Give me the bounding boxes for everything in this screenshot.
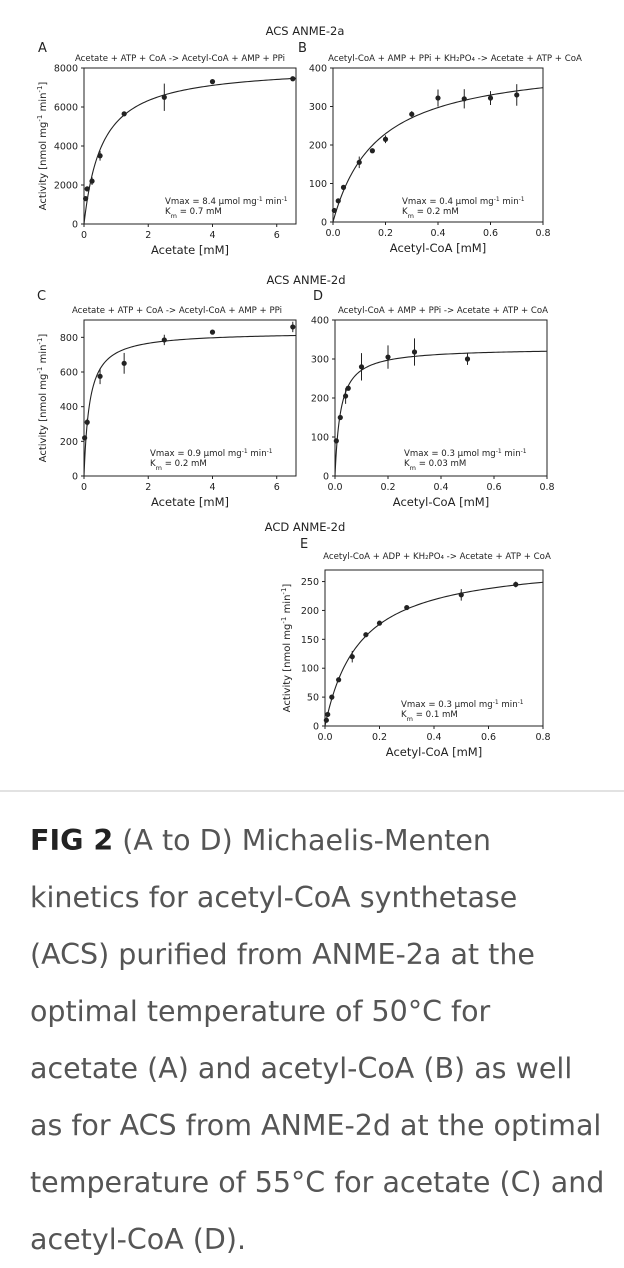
- y-tick-label-d: 400: [310, 315, 329, 327]
- x-tick-label-c: 6: [273, 482, 280, 493]
- data-point-b: [488, 95, 493, 100]
- data-point-d: [412, 349, 417, 354]
- data-point-b: [409, 112, 414, 117]
- km-annotation-c: $K_m = 0.2$ mM: [150, 459, 207, 472]
- data-point-d: [343, 393, 348, 398]
- panel-letter-d: D: [313, 289, 324, 304]
- y-tick-label-a: 2000: [53, 180, 78, 192]
- x-axis-label-c: Acetate [mM]: [151, 495, 229, 509]
- x-tick-label-b: 0.6: [482, 228, 499, 239]
- data-point-a: [97, 153, 102, 158]
- data-point-a: [122, 111, 127, 116]
- vmax-annotation-e: Vmax = 0.3 µmol $mg^{-1}$ $\min^{-1}$: [401, 698, 524, 710]
- group-title-acs-anme-2a: ACS ANME-2a: [265, 24, 345, 38]
- x-tick-label-d: 0.0: [327, 482, 343, 493]
- y-tick-label-a: 0: [71, 219, 78, 231]
- y-tick-label-b: 0: [320, 217, 327, 229]
- y-tick-label-b: 100: [308, 179, 327, 190]
- y-axis-label-e: Activity [nmol $mg^{-1}$ $\min^{-1}$]: [280, 583, 293, 713]
- panel-letter-a: A: [38, 41, 47, 56]
- x-tick-label-a: 6: [273, 230, 280, 241]
- y-tick-label-b: 200: [308, 140, 327, 152]
- data-point-d: [334, 438, 339, 443]
- reaction-equation-b: Acetyl-CoA + AMP + PPi + KH₂PO₄ -> Acetate + ATP + CoA: [328, 54, 582, 64]
- data-point-c: [85, 420, 90, 425]
- data-point-e: [350, 654, 355, 659]
- y-tick-label-d: 0: [322, 471, 329, 483]
- y-tick-label-d: 100: [310, 432, 329, 444]
- data-point-e: [513, 582, 518, 587]
- data-point-b: [341, 185, 346, 190]
- y-tick-label-c: 800: [59, 332, 78, 344]
- x-tick-label-e: 0.0: [317, 732, 333, 743]
- x-tick-label-e: 0.2: [371, 732, 388, 743]
- vmax-annotation-c: Vmax = 0.9 µmol $mg^{-1}$ $\min^{-1}$: [150, 447, 273, 459]
- data-point-e: [329, 695, 334, 700]
- x-tick-label-c: 2: [145, 482, 152, 493]
- data-point-c: [122, 361, 127, 366]
- x-tick-label-d: 0.8: [539, 482, 555, 493]
- data-point-d: [359, 364, 364, 369]
- x-tick-label-d: 0.2: [380, 482, 396, 493]
- y-tick-label-c: 600: [59, 367, 78, 379]
- x-tick-label-e: 0.6: [480, 732, 497, 743]
- caption-label: FIG 2: [30, 824, 114, 857]
- y-tick-label-c: 0: [71, 471, 78, 483]
- data-point-a: [89, 179, 94, 184]
- km-annotation-b: $K_m = 0.2$ mM: [402, 207, 459, 220]
- group-title-acs-anme-2d: ACS ANME-2d: [266, 273, 346, 287]
- data-point-d: [465, 356, 470, 361]
- data-point-e: [363, 632, 368, 637]
- data-point-b: [514, 92, 519, 97]
- data-point-d: [338, 415, 343, 420]
- data-point-b: [332, 208, 337, 213]
- x-tick-label-b: 0.0: [325, 228, 341, 239]
- data-point-c: [82, 435, 87, 440]
- y-tick-label-e: 150: [300, 634, 319, 646]
- data-point-a: [83, 196, 88, 201]
- x-axis-label-e: Acetyl-CoA [mM]: [385, 745, 483, 759]
- data-point-e: [459, 592, 464, 597]
- y-tick-label-e: 200: [300, 605, 319, 617]
- vmax-annotation-d: Vmax = 0.3 µmol $mg^{-1}$ $\min^{-1}$: [404, 447, 527, 459]
- caption-text: (A to D) Michaelis-Menten kinetics for acetyl-CoA synthetase (ACS) purified from ANME-2a at the optimal temperature of 50°C for acetate (A) and acetyl-CoA (B) as well as for ACS from ANME-2d at the optimal temperature of 55°C for acetate (C) and acetyl-CoA (D).: [30, 824, 605, 1256]
- y-axis-label-a: Activity [nmol $mg^{-1}$ $\min^{-1}$]: [36, 81, 49, 211]
- x-tick-label-b: 0.8: [535, 228, 551, 239]
- y-tick-label-c: 200: [59, 436, 78, 448]
- vmax-annotation-a: Vmax = 8.4 µmol $mg^{-1}$ $\min^{-1}$: [165, 195, 288, 207]
- x-tick-label-d: 0.6: [486, 482, 502, 493]
- x-tick-label-b: 0.2: [377, 228, 394, 239]
- data-point-e: [404, 605, 409, 610]
- data-point-c: [162, 337, 167, 342]
- panel-letter-e: E: [300, 537, 309, 552]
- reaction-equation-e: Acetyl-CoA + ADP + KH₂PO₄ -> Acetate + ATP + CoA: [323, 552, 551, 562]
- x-axis-label-a: Acetate [mM]: [151, 243, 229, 257]
- data-point-e: [325, 712, 330, 717]
- x-tick-label-a: 2: [145, 230, 152, 241]
- x-tick-label-b: 0.4: [430, 228, 446, 239]
- y-tick-label-e: 0: [312, 721, 319, 733]
- data-point-d: [346, 386, 351, 391]
- y-axis-label-c: Activity [nmol $mg^{-1}$ $\min^{-1}$]: [36, 333, 49, 463]
- data-point-a: [210, 79, 215, 84]
- x-tick-label-a: 4: [209, 230, 216, 241]
- y-tick-label-a: 8000: [53, 63, 78, 75]
- reaction-equation-d: Acetyl-CoA + AMP + PPi -> Acetate + ATP + CoA: [337, 306, 549, 316]
- group-title-acd-anme-2d: ACD ANME-2d: [264, 520, 346, 534]
- x-tick-label-c: 4: [209, 482, 216, 493]
- data-point-b: [383, 137, 388, 142]
- y-tick-label-e: 100: [300, 663, 319, 675]
- data-point-c: [97, 374, 102, 379]
- data-point-b: [357, 160, 362, 165]
- data-point-e: [336, 677, 341, 682]
- km-annotation-a: $K_m = 0.7$ mM: [165, 207, 222, 220]
- data-point-d: [385, 354, 390, 359]
- y-tick-label-a: 4000: [53, 141, 78, 153]
- y-tick-label-c: 400: [59, 402, 78, 414]
- data-point-c: [210, 330, 215, 335]
- x-tick-label-a: 0: [80, 230, 88, 241]
- reaction-equation-a: Acetate + ATP + CoA -> Acetyl-CoA + AMP + PPi: [74, 54, 286, 64]
- data-point-a: [290, 76, 295, 81]
- x-tick-label-d: 0.4: [433, 482, 449, 493]
- y-tick-label-b: 400: [308, 63, 327, 75]
- y-tick-label-d: 300: [310, 354, 329, 366]
- y-tick-label-b: 300: [308, 102, 327, 113]
- data-point-a: [162, 95, 167, 100]
- data-point-b: [462, 96, 467, 101]
- x-tick-label-e: 0.8: [535, 732, 551, 743]
- data-point-e: [377, 621, 382, 626]
- data-point-b: [336, 198, 341, 203]
- panel-letter-b: B: [298, 41, 307, 56]
- km-annotation-d: $K_m = 0.03$ mM: [404, 459, 467, 472]
- x-tick-label-c: 0: [80, 482, 88, 493]
- y-tick-label-e: 50: [306, 692, 319, 704]
- y-tick-label-a: 6000: [53, 102, 78, 114]
- vmax-annotation-b: Vmax = 0.4 µmol $mg^{-1}$ $\min^{-1}$: [402, 195, 525, 207]
- reaction-equation-c: Acetate + ATP + CoA -> Acetyl-CoA + AMP + PPi: [71, 306, 283, 316]
- x-tick-label-e: 0.4: [426, 732, 442, 743]
- km-annotation-e: $K_m = 0.1$ mM: [401, 710, 458, 723]
- data-point-e: [324, 718, 329, 723]
- x-axis-label-b: Acetyl-CoA [mM]: [389, 241, 487, 255]
- data-point-c: [290, 324, 295, 329]
- y-tick-label-d: 200: [310, 393, 329, 405]
- panel-letter-c: C: [37, 289, 47, 304]
- y-tick-label-e: 250: [300, 577, 319, 589]
- data-point-b: [370, 148, 375, 153]
- x-axis-label-d: Acetyl-CoA [mM]: [392, 495, 490, 509]
- data-point-b: [435, 95, 440, 100]
- caption-divider: [0, 790, 624, 792]
- data-point-a: [85, 186, 90, 191]
